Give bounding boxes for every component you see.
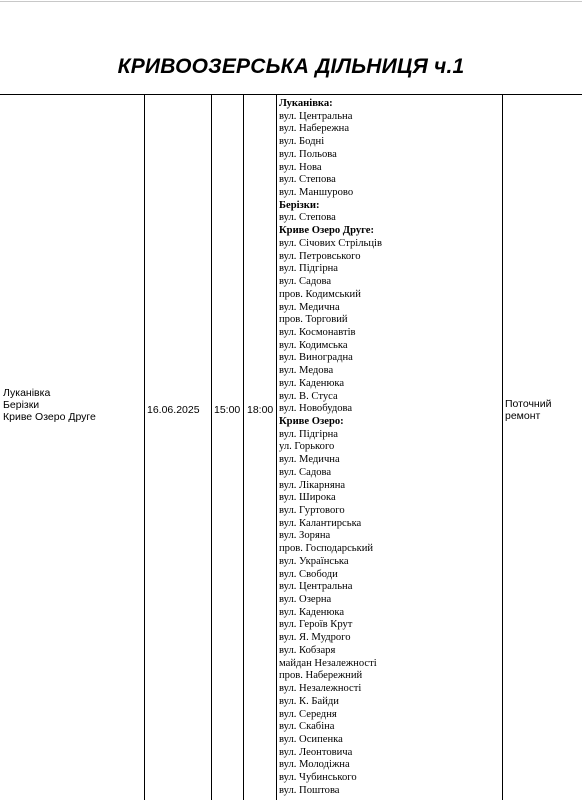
page-top-border bbox=[0, 1, 582, 2]
time-end-cell: 18:00 bbox=[247, 404, 274, 416]
street-item: вул. Медична bbox=[279, 454, 340, 466]
street-item: вул. Каденюка bbox=[279, 606, 345, 618]
street-item: ул. Горького bbox=[279, 441, 335, 453]
street-item: вул. Медова bbox=[279, 365, 334, 377]
street-item: вул. Молодіжна bbox=[279, 759, 350, 771]
column-divider bbox=[502, 94, 503, 800]
work-type-line: ремонт bbox=[505, 410, 541, 422]
street-item: вул. Чубинського bbox=[279, 772, 357, 784]
street-item: вул. Озерна bbox=[279, 594, 332, 606]
street-item: вул. Кодимська bbox=[279, 339, 348, 351]
street-item: пров. Господарський bbox=[279, 543, 374, 555]
street-item: вул. В. Стуса bbox=[279, 390, 338, 402]
locality-name: Луканівка bbox=[3, 387, 51, 399]
street-item: вул. Леонтовича bbox=[279, 746, 353, 758]
locality-heading: Луканівка: bbox=[279, 98, 333, 109]
street-item: вул. Поштова bbox=[279, 784, 340, 796]
work-type-line: Поточний bbox=[505, 398, 552, 410]
street-item: вул. Гуртового bbox=[279, 505, 345, 516]
street-item: вул. Я. Мудрого bbox=[279, 632, 351, 644]
column-divider bbox=[211, 94, 212, 800]
street-item: вул. Січових Стрільців bbox=[279, 237, 382, 249]
street-item: пров. Торговий bbox=[279, 314, 348, 326]
street-item: вул. Виноградна bbox=[279, 352, 353, 364]
street-item: вул. Садова bbox=[279, 276, 332, 288]
street-item: вул. Героїв Крут bbox=[279, 619, 353, 631]
street-item: пров. Набережний bbox=[279, 670, 363, 682]
street-item: вул. Степова bbox=[279, 174, 336, 186]
localities-cell bbox=[3, 387, 96, 423]
street-item: вул. Набережна bbox=[279, 123, 350, 135]
street-item: вул. Підгірна bbox=[279, 428, 338, 440]
table-top-border bbox=[0, 94, 582, 95]
street-item: вул. Свободи bbox=[279, 568, 338, 580]
street-item: вул. Медична bbox=[279, 301, 340, 313]
street-item: вул. Космонавтів bbox=[279, 326, 356, 338]
street-item: вул. Нова bbox=[279, 161, 322, 173]
street-item: вул. Середня bbox=[279, 708, 337, 720]
street-item: вул. Широка bbox=[279, 492, 336, 504]
page-title: КРИВООЗЕРСЬКА ДІЛЬНИЦЯ ч.1 bbox=[117, 55, 465, 78]
column-divider bbox=[243, 94, 244, 800]
street-item: вул. Польова bbox=[279, 148, 337, 160]
street-item: пров. Кодимський bbox=[279, 288, 361, 300]
time-start-cell: 15:00 bbox=[214, 404, 241, 416]
street-item: вул. Центральна bbox=[279, 110, 353, 122]
street-item: вул. Лікарняна bbox=[279, 479, 346, 491]
streets-cell bbox=[279, 98, 499, 798]
locality-name: Криве Озеро Друге bbox=[3, 411, 96, 423]
outage-table bbox=[0, 94, 582, 800]
locality-heading: Криве Озеро: bbox=[279, 415, 344, 427]
locality-name: Берізки bbox=[3, 399, 40, 411]
street-item: вул. Степова bbox=[279, 212, 336, 224]
street-item: вул. Калантирська bbox=[279, 517, 362, 529]
street-item: вул. Петровського bbox=[279, 250, 361, 262]
street-item: вул. К. Байди bbox=[279, 695, 339, 707]
street-item: вул. Центральна bbox=[279, 581, 353, 593]
street-item: вул. Скабіна bbox=[279, 721, 335, 733]
street-item: вул. Зоряна bbox=[279, 530, 331, 542]
street-item: вул. Маншурово bbox=[279, 187, 354, 199]
street-item: вул. Новобудова bbox=[279, 403, 353, 415]
street-item: вул. Каденюка bbox=[279, 377, 345, 389]
street-item: вул. Садова bbox=[279, 466, 332, 478]
locality-heading: Криве Озеро Друге: bbox=[279, 225, 375, 237]
date-cell: 16.06.2025 bbox=[147, 404, 200, 416]
column-divider bbox=[144, 94, 145, 800]
street-item: вул. Підгірна bbox=[279, 263, 338, 275]
street-item: вул. Кобзаря bbox=[279, 644, 336, 656]
street-item: вул. Українська bbox=[279, 555, 349, 567]
locality-heading: Берізки: bbox=[279, 199, 320, 211]
street-item: вул. Осипенка bbox=[279, 733, 343, 745]
column-divider bbox=[276, 94, 277, 800]
street-item: вул. Незалежності bbox=[279, 683, 362, 695]
street-item: майдан Незалежності bbox=[279, 657, 377, 669]
work-type-cell bbox=[505, 398, 551, 422]
street-item: вул. Бодні bbox=[279, 136, 325, 148]
